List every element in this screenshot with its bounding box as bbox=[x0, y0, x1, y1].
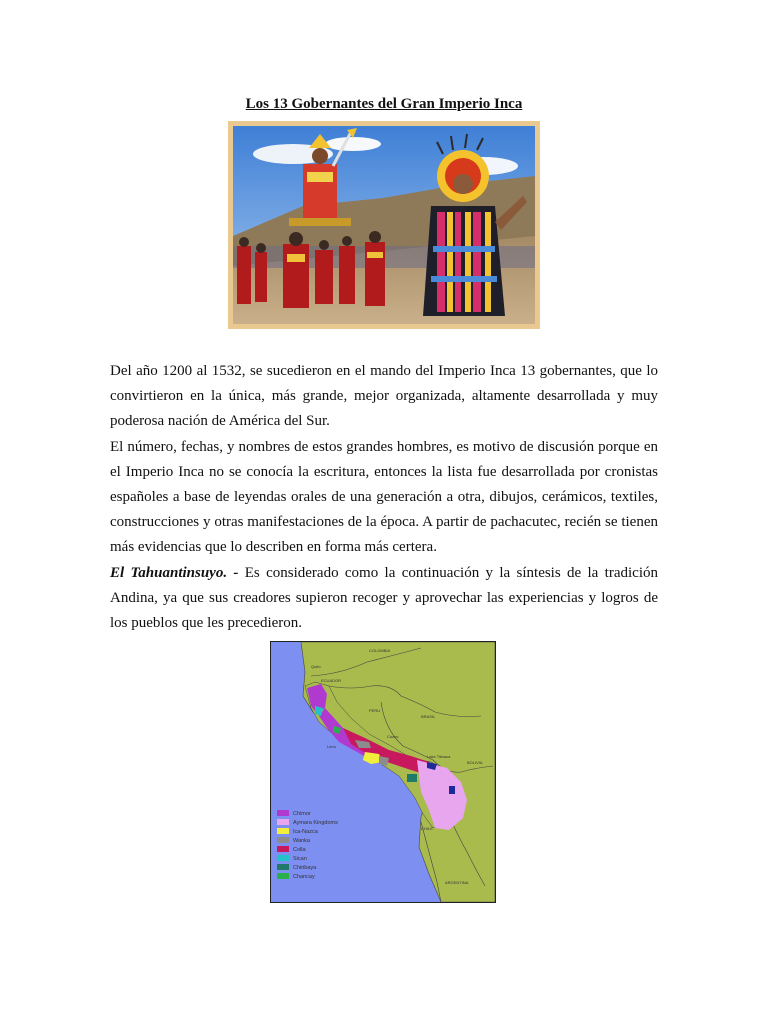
legend-swatch bbox=[277, 819, 289, 825]
legend-swatch bbox=[277, 855, 289, 861]
place-cuzco: Cuzco bbox=[387, 734, 399, 739]
legend-label: Ica-Nazca bbox=[293, 829, 318, 835]
legend-swatch bbox=[277, 873, 289, 879]
legend-label: Chiribaya bbox=[293, 865, 317, 871]
paragraph-intro: Del año 1200 al 1532, se sucedieron en el mando del Imperio Inca 13 gobernantes, que lo convirtieron en la única, más grande, mejor organizada, altamente desarrollada y muy poderosa nación de América del Sur. bbox=[110, 363, 658, 430]
south-america-map bbox=[271, 642, 495, 902]
country-argentina: ARGENTINA bbox=[445, 880, 469, 885]
country-ecuador: ECUADOR bbox=[321, 678, 342, 683]
document-title: Los 13 Gobernantes del Gran Imperio Inca bbox=[245, 96, 523, 112]
legend-swatch bbox=[277, 837, 289, 843]
legend-swatch bbox=[277, 864, 289, 870]
paragraph-history: El número, fechas, y nombres de estos grandes hombres, es motivo de discusión porque en el Imperio Inca no se conocía la escritura, entonces la lista fue desarrollada por cronistas españoles a base de leyendas orales de una generación a otra, dibujos, cerámicos, textiles, construcciones y otras manifestaciones de la época. A partir de pachacutec, recién se tienen más evidencias que lo describen en forma más certera. bbox=[110, 438, 658, 556]
legend-label: Colla bbox=[293, 847, 306, 853]
country-chile: CHILE bbox=[421, 826, 433, 831]
ceremony-illustration bbox=[233, 126, 535, 324]
inca-ceremony-photo bbox=[228, 121, 540, 329]
tahuantinsuyo-text: Es considerado como la continuación y la síntesis de la tradición Andina, ya que sus creadores supieron recoger y aprovechar las experiencias y logros de los pueblos que les precedieron. bbox=[110, 564, 658, 632]
legend-label: Sican bbox=[293, 856, 307, 862]
country-peru: PERU bbox=[369, 708, 381, 713]
place-quito: Quito bbox=[311, 664, 321, 669]
paragraph-tahuantinsuyo bbox=[110, 561, 658, 637]
pre-inca-cultures-map bbox=[270, 641, 496, 903]
legend-swatch bbox=[277, 846, 289, 852]
legend-label: Wanka bbox=[293, 838, 310, 844]
tahuantinsuyo-heading: El Tahuantinsuyo. - bbox=[110, 564, 239, 581]
legend-label: Chimor bbox=[293, 811, 311, 817]
country-brasil: BRASIL bbox=[421, 714, 436, 719]
legend-swatch bbox=[277, 810, 289, 816]
place-lima: Lima bbox=[327, 744, 336, 749]
body-text bbox=[110, 359, 658, 636]
legend-label: Chancay bbox=[293, 874, 315, 880]
country-bolivia: BOLIVIA bbox=[467, 760, 483, 765]
country-colombia: COLOMBIA bbox=[369, 648, 391, 653]
legend-label: Aymara Kingdoms bbox=[293, 820, 338, 826]
place-lake-titicaca: Lake Titicaca bbox=[427, 754, 451, 759]
legend-swatch bbox=[277, 828, 289, 834]
